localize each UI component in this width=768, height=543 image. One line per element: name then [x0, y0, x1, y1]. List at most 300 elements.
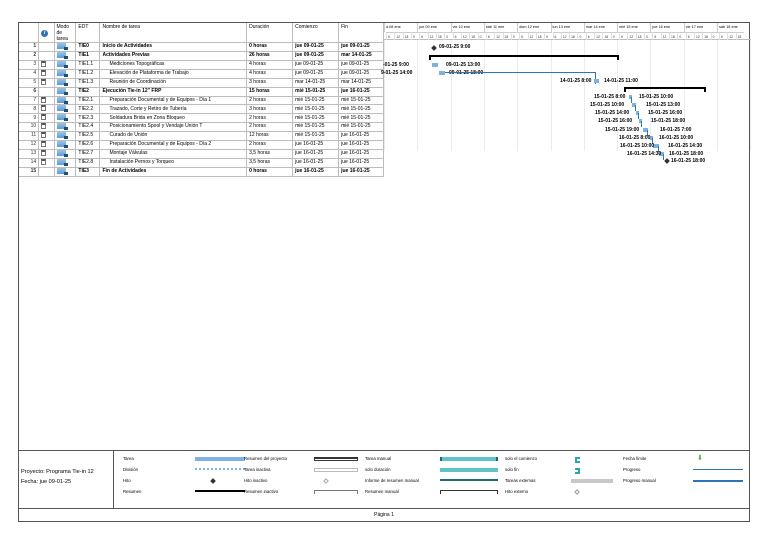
bar-label: 15-01-25 16:00 — [598, 118, 633, 125]
notes-icon — [41, 97, 46, 103]
timescale-hour: 12 — [494, 32, 502, 40]
col-wbs: EDT — [76, 23, 100, 43]
row-finish: mié 15-01-25 — [339, 114, 384, 123]
timescale-day: vie 10 ene — [451, 23, 484, 32]
row-id: 7 — [19, 96, 39, 105]
table-row[interactable] — [19, 43, 384, 52]
legend-col-4 — [505, 456, 620, 500]
table-row[interactable] — [19, 114, 384, 123]
row-id: 5 — [19, 78, 39, 87]
auto-schedule-icon — [57, 105, 66, 111]
row-info — [39, 43, 54, 52]
inactive-task-swatch — [314, 468, 358, 472]
summary-bar[interactable] — [624, 87, 706, 89]
row-mode — [54, 158, 76, 167]
row-finish: jue 09-01-25 — [339, 60, 384, 69]
timescale-hour: 6 — [553, 32, 561, 40]
inactive-summary-swatch — [314, 490, 358, 494]
bar-label: 09-01-25 13:00 — [446, 61, 481, 68]
row-id: 3 — [19, 60, 39, 69]
row-wbs: TIE2.1 — [76, 96, 100, 105]
auto-schedule-icon — [57, 61, 66, 67]
row-mode — [54, 150, 76, 159]
bar-label: 15-01-25 18:00 — [651, 118, 686, 125]
auto-schedule-icon — [57, 79, 66, 85]
bar-label: 16-01-25 8:00 — [619, 134, 651, 141]
col-info — [39, 23, 54, 43]
row-duration: 4 horas — [247, 69, 293, 78]
timescale-hour: 18 — [636, 32, 644, 40]
row-name: Mediciones Topográficas — [100, 60, 247, 69]
row-finish: mié 15-01-25 — [339, 123, 384, 132]
auto-schedule-icon — [57, 70, 66, 76]
row-mode — [54, 132, 76, 141]
row-id: 2 — [19, 51, 39, 60]
bar-label: 15-01-25 14:00 — [595, 110, 630, 117]
table-row[interactable] — [19, 150, 384, 159]
row-id: 11 — [19, 132, 39, 141]
legend-item: Informe de resumen manual — [365, 478, 515, 489]
row-wbs: TIE1 — [76, 51, 100, 60]
split-swatch — [195, 468, 245, 471]
timescale-hour: 18 — [569, 32, 577, 40]
row-wbs: TIE2.6 — [76, 141, 100, 150]
timescale-hour: 18 — [403, 32, 411, 40]
bar-label: 14-01-25 8:00 — [560, 77, 592, 84]
row-name: Preparación Documental y de Equipos - Día 2 — [100, 141, 247, 150]
row-mode — [54, 96, 76, 105]
legend-item: Hito inactivo — [244, 478, 359, 489]
timescale-hour: 0 — [644, 32, 652, 40]
row-duration: 3,5 horas — [247, 158, 293, 167]
timescale-day: mié 15 ene — [617, 23, 650, 32]
row-mode — [54, 167, 76, 176]
row-duration: 2 horas — [247, 114, 293, 123]
timescale-hour: 12 — [661, 32, 669, 40]
row-finish: jue 09-01-25 — [339, 69, 384, 78]
row-name: Inicio de Actividades — [100, 43, 247, 52]
timescale-day: mar 14 ene — [584, 23, 617, 32]
timescale-hour: 18 — [669, 32, 677, 40]
row-id: 1 — [19, 43, 39, 52]
row-id: 13 — [19, 150, 39, 159]
project-info — [21, 467, 113, 487]
row-start: mié 15-01-25 — [293, 114, 339, 123]
timescale-hour: 12 — [561, 32, 569, 40]
link-line[interactable] — [631, 97, 632, 103]
page-number: Página 1 — [374, 512, 394, 518]
row-wbs: TIE0 — [76, 43, 100, 52]
bar-label: 16-01-25 14:30 — [668, 142, 703, 149]
end-milestone-icon[interactable] — [664, 158, 670, 164]
row-id: 12 — [19, 141, 39, 150]
timescale-hour: 0 — [411, 32, 419, 40]
legend-item: Hito externo — [505, 489, 620, 500]
row-finish: mié 15-01-25 — [339, 96, 384, 105]
row-info — [39, 78, 54, 87]
timescale-hour: 6 — [686, 32, 694, 40]
legend-item: Tarea — [123, 456, 258, 467]
row-start: mié 15-01-25 — [293, 96, 339, 105]
row-wbs: TIE3 — [76, 167, 100, 176]
row-wbs: TIE2.7 — [76, 150, 100, 159]
row-duration: 12 horas — [247, 132, 293, 141]
row-mode — [54, 60, 76, 69]
timescale-day: jue 09 ene — [417, 23, 450, 32]
timescale-hour: 12 — [627, 32, 635, 40]
timescale-day: sáb 18 ene — [717, 23, 750, 32]
col-start: Comienzo — [293, 23, 339, 43]
legend-col-1 — [123, 456, 258, 500]
row-wbs: TIE1.2 — [76, 69, 100, 78]
row-info — [39, 87, 54, 96]
table-row[interactable] — [19, 141, 384, 150]
table-row[interactable] — [19, 167, 384, 176]
row-mode — [54, 105, 76, 114]
row-finish: mar 14-01-25 — [339, 51, 384, 60]
timescale-hour: 0 — [511, 32, 519, 40]
row-start: mié 15-01-25 — [293, 123, 339, 132]
row-start: mar 14-01-25 — [293, 78, 339, 87]
task-bar[interactable] — [432, 63, 438, 67]
row-mode — [54, 141, 76, 150]
bar-label: 15-01-25 16:00 — [648, 110, 683, 117]
notes-icon — [41, 79, 46, 85]
row-start: mié 15-01-25 — [293, 87, 339, 96]
legend-item: Hito — [123, 478, 258, 489]
row-finish: mié 15-01-25 — [339, 105, 384, 114]
legend-col-5 — [623, 456, 748, 489]
row-mode — [54, 78, 76, 87]
gantt-chart — [381, 23, 751, 164]
summary-bar[interactable] — [429, 55, 619, 57]
row-info — [39, 158, 54, 167]
row-id: 10 — [19, 123, 39, 132]
auto-schedule-icon — [57, 43, 66, 49]
start-only-icon — [575, 457, 580, 463]
bar-label: 16-01-25 14:30 — [627, 150, 662, 157]
row-start: jue 16-01-25 — [293, 167, 339, 176]
legend-col-3 — [365, 456, 515, 500]
row-id: 9 — [19, 114, 39, 123]
duration-only-swatch — [440, 468, 498, 472]
row-duration: 3 horas — [247, 78, 293, 87]
timescale-hour: 0 — [577, 32, 585, 40]
row-info — [39, 60, 54, 69]
row-info — [39, 132, 54, 141]
bar-label: 14-01-25 11:00 — [604, 77, 638, 84]
timescale-hour: 12 — [528, 32, 536, 40]
task-swatch — [195, 457, 245, 461]
timescale-hour: 18 — [436, 32, 444, 40]
timescale-hour: 12 — [727, 32, 735, 40]
link-line[interactable] — [641, 121, 642, 127]
row-name: Reunión de Coordinación — [100, 78, 247, 87]
table-row[interactable] — [19, 158, 384, 167]
timescale-hour: 6 — [486, 32, 494, 40]
legend-item: Resumen inactivo — [244, 489, 359, 500]
timescale-day: lun 13 ene — [551, 23, 584, 32]
row-mode — [54, 51, 76, 60]
row-id: 4 — [19, 69, 39, 78]
row-id: 6 — [19, 87, 39, 96]
row-id: 14 — [19, 158, 39, 167]
col-id — [19, 23, 39, 43]
timescale-hour: 6 — [719, 32, 727, 40]
project-name: Proyecto: Programa Tie-in 12 — [21, 469, 94, 475]
table-row[interactable] — [19, 78, 384, 87]
timescale-hour: 12 — [594, 32, 602, 40]
progress-swatch — [693, 469, 743, 470]
table-row[interactable] — [19, 132, 384, 141]
timescale-hour: 0 — [544, 32, 552, 40]
table-header — [19, 23, 384, 43]
row-duration: 0 horas — [247, 43, 293, 52]
timescale-hour: 12 — [394, 32, 402, 40]
auto-schedule-icon — [57, 132, 66, 138]
row-finish: mar 14-01-25 — [339, 78, 384, 87]
row-start: jue 09-01-25 — [293, 51, 339, 60]
auto-schedule-icon — [57, 150, 66, 156]
bar-label: 15-01-25 19:00 — [605, 126, 640, 133]
legend-item: Resumen — [123, 489, 258, 500]
legend-item: Progreso manual — [623, 478, 748, 489]
link-line[interactable] — [635, 105, 636, 111]
row-wbs: TIE1.3 — [76, 78, 100, 87]
row-start: mié 15-01-25 — [293, 105, 339, 114]
row-name: Preparación Documental y de Equipos - Día 1 — [100, 96, 247, 105]
row-duration: 4 horas — [247, 60, 293, 69]
bar-label: 15-01-25 8:00 — [594, 94, 626, 101]
deadline-arrow-icon: ⬇ — [697, 455, 703, 462]
manual-summary-swatch — [440, 490, 498, 494]
bar-label: 15-01-25 10:00 — [590, 102, 625, 109]
bar-label: 16-01-25 10:00 — [659, 134, 694, 141]
row-finish: jue 16-01-25 — [339, 150, 384, 159]
row-start: jue 09-01-25 — [293, 43, 339, 52]
row-info — [39, 114, 54, 123]
row-wbs: TIE2.2 — [76, 105, 100, 114]
timescale-hour: 18 — [503, 32, 511, 40]
legend-item: Resumen del proyecto — [244, 456, 359, 467]
row-wbs: TIE1.1 — [76, 60, 100, 69]
row-name: Elevación de Plataforma de Trabajo — [100, 69, 247, 78]
row-duration: 3 horas — [247, 105, 293, 114]
row-finish: jue 09-01-25 — [339, 43, 384, 52]
timescale-day: dom 12 ene — [517, 23, 550, 32]
timescale-hour: 6 — [619, 32, 627, 40]
link-line[interactable] — [445, 72, 595, 73]
auto-schedule-icon — [57, 168, 66, 174]
row-mode — [54, 43, 76, 52]
row-duration: 2 horas — [247, 141, 293, 150]
timescale-hour: 12 — [461, 32, 469, 40]
bar-label: 09-01-25 9:00 — [439, 43, 471, 50]
auto-schedule-icon — [57, 114, 66, 120]
timescale-hour: 12 — [694, 32, 702, 40]
row-info — [39, 69, 54, 78]
timescale-hour: 0 — [677, 32, 685, 40]
row-wbs: TIE2.3 — [76, 114, 100, 123]
timescale-day: á 08 ene — [384, 23, 417, 32]
bar-label: -01-25 9:00 — [383, 61, 409, 68]
project-date: Fecha: jue 09-01-25 — [21, 479, 72, 485]
row-mode — [54, 69, 76, 78]
row-mode — [54, 123, 76, 132]
legend — [19, 450, 749, 508]
row-start: jue 16-01-25 — [293, 158, 339, 167]
auto-schedule-icon — [57, 97, 66, 103]
notes-icon — [41, 114, 46, 120]
bar-label: 16-01-25 18:00 — [669, 150, 704, 157]
row-name: Posicionamiento Spool y Vendaje Unión T — [100, 123, 247, 132]
start-milestone-icon[interactable] — [431, 45, 437, 51]
legend-item: Progreso — [623, 467, 748, 478]
task-bar[interactable] — [594, 79, 599, 83]
row-duration: 3,5 horas — [247, 150, 293, 159]
table-row[interactable] — [19, 96, 384, 105]
auto-schedule-icon — [57, 159, 66, 165]
col-finish: Fin — [339, 23, 384, 43]
row-info — [39, 167, 54, 176]
legend-item: División — [123, 467, 258, 478]
bar-label: 16-01-25 18:00 — [671, 157, 706, 164]
info-icon: i — [41, 30, 48, 37]
table-row[interactable] — [19, 69, 384, 78]
timescale-hour: 12 — [428, 32, 436, 40]
print-page — [18, 22, 750, 522]
row-start: jue 09-01-25 — [293, 60, 339, 69]
task-table — [19, 23, 384, 177]
timescale-hour: 0 — [711, 32, 719, 40]
summary-swatch — [195, 490, 245, 492]
bar-label: 15-01-25 13:00 — [646, 102, 681, 109]
row-name: Actividades Previas — [100, 51, 247, 60]
notes-icon — [41, 132, 46, 138]
external-task-swatch — [571, 479, 613, 483]
inactive-milestone-icon — [323, 478, 329, 484]
row-finish: jue 16-01-25 — [339, 132, 384, 141]
row-name: Ejecución Tie-in 12" FRP — [100, 87, 247, 96]
page-footer — [19, 508, 749, 522]
notes-icon — [41, 141, 46, 147]
row-mode — [54, 87, 76, 96]
legend-col-2 — [244, 456, 359, 500]
timescale-day: jue 16 ene — [650, 23, 683, 32]
legend-item: Tarea inactiva — [244, 467, 359, 478]
legend-item: solo el comienzo — [505, 456, 620, 467]
timescale-hour: 6 — [419, 32, 427, 40]
timescale-day: vie 17 ene — [684, 23, 717, 32]
timescale — [384, 23, 751, 40]
row-start: jue 16-01-25 — [293, 141, 339, 150]
timescale-day: sáb 11 ene — [484, 23, 517, 32]
project-summary-swatch — [314, 457, 358, 461]
timescale-hour: 6 — [453, 32, 461, 40]
row-start: jue 09-01-25 — [293, 69, 339, 78]
col-name: Nombre de tarea — [100, 23, 247, 43]
row-duration: 2 horas — [247, 123, 293, 132]
timescale-hour: 18 — [736, 32, 744, 40]
timescale-hour: 0 — [611, 32, 619, 40]
table-row[interactable] — [19, 60, 384, 69]
row-info — [39, 105, 54, 114]
auto-schedule-icon — [57, 88, 66, 94]
row-start: mié 15-01-25 — [293, 132, 339, 141]
table-row[interactable] — [19, 51, 384, 60]
row-start: jue 16-01-25 — [293, 150, 339, 159]
bar-label: 16-01-25 10:00 — [620, 142, 655, 149]
notes-icon — [41, 150, 46, 156]
col-duration: Duración — [247, 23, 293, 43]
row-name: Soldadura Brida en Zona Bloqueo — [100, 114, 247, 123]
row-finish: jue 16-01-25 — [339, 167, 384, 176]
timescale-hour: 0 — [444, 32, 452, 40]
notes-icon — [41, 61, 46, 67]
timescale-hour: 6 — [652, 32, 660, 40]
legend-item: Tarea manual — [365, 456, 515, 467]
legend-item: Resumen manual — [365, 489, 515, 500]
row-id: 8 — [19, 105, 39, 114]
row-info — [39, 96, 54, 105]
notes-icon — [41, 70, 46, 76]
timescale-hour: 18 — [602, 32, 610, 40]
link-line[interactable] — [638, 113, 639, 119]
row-wbs: TIE2.8 — [76, 158, 100, 167]
auto-schedule-icon — [57, 123, 66, 129]
timescale-hour: 18 — [702, 32, 710, 40]
row-duration: 0 horas — [247, 167, 293, 176]
legend-item: Fecha límite ⬇ — [623, 455, 703, 462]
notes-icon — [41, 105, 46, 111]
row-duration: 2 horas — [247, 96, 293, 105]
row-finish: jue 16-01-25 — [339, 87, 384, 96]
legend-item: solo fin — [505, 467, 620, 478]
milestone-diamond-icon — [210, 478, 216, 484]
table-row[interactable] — [19, 87, 384, 96]
row-duration: 26 horas — [247, 51, 293, 60]
table-row[interactable] — [19, 105, 384, 114]
timescale-hour: 6 — [586, 32, 594, 40]
link-line[interactable] — [663, 154, 664, 160]
row-finish: jue 16-01-25 — [339, 141, 384, 150]
table-row[interactable] — [19, 123, 384, 132]
row-info — [39, 150, 54, 159]
row-id: 15 — [19, 167, 39, 176]
row-info — [39, 141, 54, 150]
timescale-hour: 18 — [469, 32, 477, 40]
finish-only-icon — [575, 468, 580, 474]
row-finish: jue 16-01-25 — [339, 158, 384, 167]
manual-task-swatch — [440, 457, 498, 461]
bar-label: 15-01-25 10:00 — [639, 94, 674, 101]
col-mode: Modo de tarea — [54, 23, 76, 43]
manual-summary-report-swatch — [440, 479, 498, 481]
row-wbs: TIE2.5 — [76, 132, 100, 141]
bar-label: 9-01-25 14:00 — [381, 69, 413, 76]
row-wbs: TIE2.4 — [76, 123, 100, 132]
row-wbs: TIE2 — [76, 87, 100, 96]
auto-schedule-icon — [57, 141, 66, 147]
row-name: Montaje Válvulas — [100, 150, 247, 159]
row-info — [39, 51, 54, 60]
auto-schedule-icon — [57, 52, 66, 58]
timescale-hour: 18 — [536, 32, 544, 40]
timescale-hour: 6 — [519, 32, 527, 40]
bar-label: 16-01-25 7:00 — [660, 126, 692, 133]
row-info — [39, 123, 54, 132]
row-mode — [54, 114, 76, 123]
